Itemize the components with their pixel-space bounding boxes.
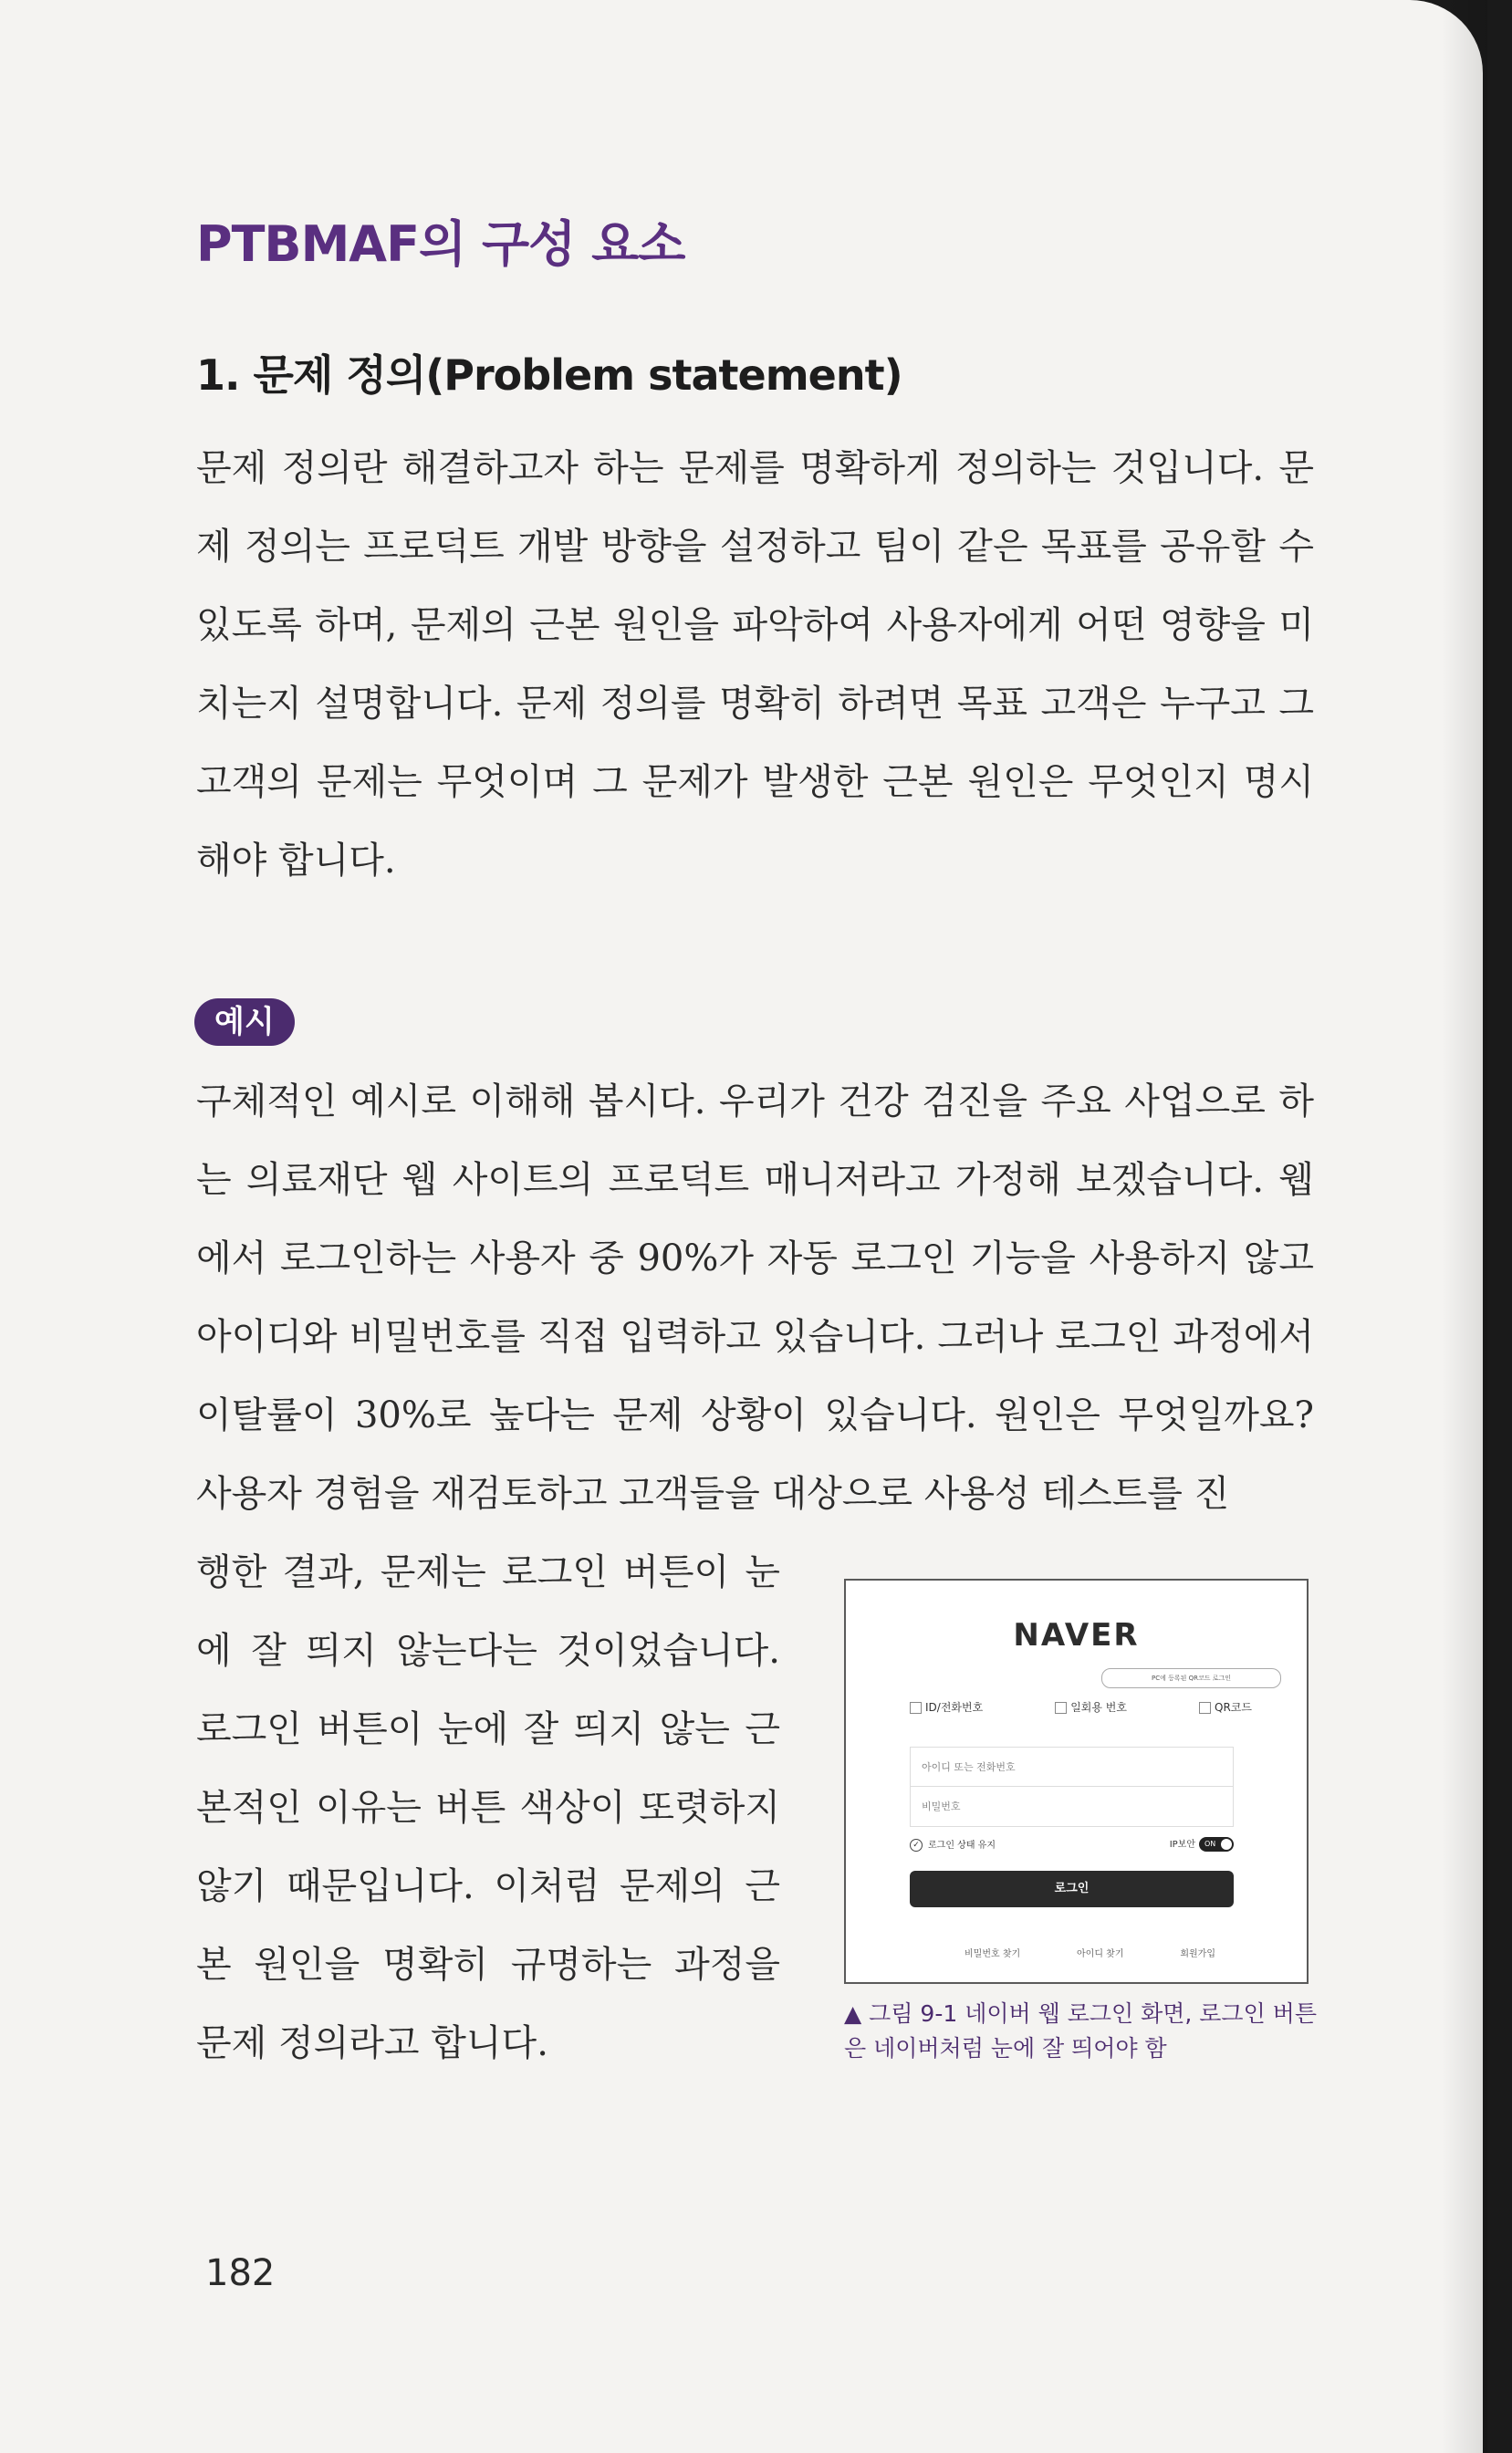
id-icon: [910, 1702, 922, 1714]
figure-caption: ▲ 그림 9-1 네이버 웹 로그인 화면, 로그인 버튼은 네이버처럼 눈에 잘 띄어야 함: [844, 2000, 1317, 2062]
clock-icon: [1055, 1702, 1067, 1714]
naver-logo: NAVER: [1013, 1617, 1140, 1654]
tab-one-time[interactable]: 일회용 번호: [1055, 1699, 1127, 1727]
definition-paragraph: 문제 정의란 해결하고자 하는 문제를 명확하게 정의하는 것입니다. 문제 정의는 프로덕트 개발 방향을 설정하고 팀이 같은 목표를 공유할 수 있도록 하며, 문제의 근본 원인을 파악하여 사용자에게 어떤 영향을 미치는지 설명합니다. 문제 정의를 명확히 하려면 목표 고객은 누구고 그 고객의 문제는 무엇이며 그 문제가 발생한 근본 원인은 무엇인지 명시해야 합니다.: [196, 447, 1314, 882]
keep-login-row: [910, 1836, 1234, 1852]
password-input[interactable]: 비밀번호: [910, 1787, 1234, 1827]
keep-login-checkbox[interactable]: ✓ 로그인 상태 유지: [910, 1837, 996, 1852]
find-id-link[interactable]: 아이디 찾기: [1077, 1949, 1124, 1959]
tab-qr[interactable]: QR코드: [1199, 1699, 1252, 1727]
find-password-link[interactable]: 비밀번호 찾기: [965, 1949, 1021, 1959]
page-edge-shadow: [1442, 0, 1487, 2453]
page-number: 182: [205, 2252, 276, 2294]
ip-security-toggle[interactable]: ON: [1199, 1837, 1234, 1852]
section-title: PTBMAF의 구성 요소: [196, 215, 685, 273]
subsection-title: 1. 문제 정의(Problem statement): [196, 350, 902, 400]
login-button[interactable]: 로그인: [910, 1871, 1234, 1907]
login-footer-links: [965, 1946, 1215, 1959]
login-tabs: [910, 1699, 1252, 1727]
signup-link[interactable]: 회원가입: [1180, 1949, 1215, 1959]
qr-note: PC에 등록된 QR코드 로그인: [1101, 1668, 1281, 1688]
example-paragraph-continued: 행한 결과, 문제는 로그인 버튼이 눈에 잘 띄지 않는다는 것이었습니다. 로그인 버튼이 눈에 잘 띄지 않는 근본적인 이유는 버튼 색상이 또렷하지 않기 때문입니다. 이처럼 문제의 근본 원인을 명확히 규명하는 과정을 문제 정의라고 합니다.: [196, 1551, 780, 2064]
ip-security[interactable]: IP보안 ON: [1170, 1836, 1234, 1852]
naver-login-figure: [844, 1579, 1309, 1984]
example-badge: 예시: [194, 998, 295, 1046]
check-icon: ✓: [910, 1839, 923, 1852]
id-input[interactable]: 아이디 또는 전화번호: [910, 1747, 1234, 1787]
tab-id-phone[interactable]: ID/전화번호: [910, 1699, 983, 1727]
example-paragraph: 구체적인 예시로 이해해 봅시다. 우리가 건강 검진을 주요 사업으로 하는 의료재단 웹 사이트의 프로덕트 매니저라고 가정해 보겠습니다. 웹에서 로그인하는 사용자 중 90%가 자동 로그인 기능을 사용하지 않고 아이디와 비밀번호를 직접 입력하고 있습니다. 그러나 로그인 과정에서 이탈률이 30%로 높다는 문제 상황이 있습니다. 원인은 무엇일까요? 사용자 경험을 재검토하고 고객들을 대상으로 사용성 테스트를 진: [196, 1080, 1314, 1515]
qr-icon: [1199, 1702, 1211, 1714]
